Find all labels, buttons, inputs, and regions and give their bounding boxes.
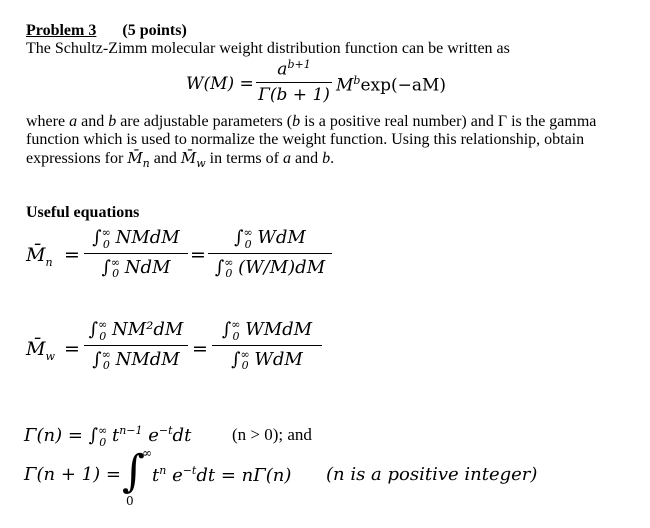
main-eq-num-sup: b+1 <box>287 58 311 71</box>
main-eq-rhs: $M^b\exp(-aM)$ <box>336 74 447 96</box>
gamma-cond-1: (n > 0); and <box>232 425 312 444</box>
main-eq-lhs: W(M) = <box>186 74 254 94</box>
fraction-bar <box>212 345 322 346</box>
fraction-bar <box>256 82 332 83</box>
mw-eq2: = <box>192 338 208 360</box>
integral-lower-limit: 0 <box>126 494 134 508</box>
mn-fraction-2: $\int^\infty_0$ WdM $\int^\infty_0$ (W/M)dM <box>208 226 332 280</box>
intro-text: The Schultz-Zimm molecular weight distribution function can be written as <box>26 40 510 57</box>
problem-number: Problem 3 <box>26 22 97 39</box>
gamma-def-2-lhs: Γ(n + 1) = <box>24 464 121 485</box>
problem-points: (5 points) <box>122 22 187 39</box>
problem-header <box>26 22 187 40</box>
para-line-1: where a and b are adjustable parameters (b is a positive real number) and Γ is the gamma <box>26 113 597 130</box>
main-eq-rhs-tail: exp(−aM) <box>360 75 447 96</box>
gamma-def-2-rhs: $t^n$ $e^{-t}dt = n\Gamma(n)$ <box>152 464 292 486</box>
main-eq-rhs-sup: b <box>353 74 361 87</box>
integral-upper-limit: ∞ <box>142 446 152 460</box>
fraction-bar <box>208 253 332 254</box>
main-eq-fraction <box>256 58 332 105</box>
main-eq-num: a <box>277 59 288 80</box>
mn-eq1: = <box>64 244 80 266</box>
para-line-2: function which is used to normalize the weight function. Using this relationship, obtain <box>26 131 585 148</box>
gamma-def-1: $\Gamma(n) = \int^\infty_0$ $t^{n-1}$ $e^{-t}dt$ <box>24 424 192 449</box>
integral-sign: ∫ <box>122 446 145 497</box>
mw-fraction-2: $\int^\infty_0$ WMdM $\int^\infty_0$ WdM <box>212 318 322 372</box>
gamma-cond-2: (n is a positive integer) <box>326 464 538 485</box>
useful-heading: Useful equations <box>26 204 140 221</box>
mn-lhs: $M̄_n$ <box>26 244 53 269</box>
mw-eq1: = <box>64 338 80 360</box>
para-line-3: expressions for $M̄_n$ and $M̄_w$ in terms of a and b. <box>26 149 335 170</box>
mn-fraction-1: $\int^\infty_0$ NMdM $\int^\infty_0$ NdM <box>84 226 188 280</box>
main-eq-den: Γ(b + 1) <box>258 84 330 105</box>
fraction-bar <box>84 345 188 346</box>
mn-eq2: = <box>190 244 206 266</box>
fraction-bar <box>84 253 188 254</box>
mw-fraction-1: $\int^\infty_0$ NM²dM $\int^\infty_0$ NMdM <box>84 318 188 372</box>
mw-lhs: $M̄_w$ <box>26 338 55 363</box>
